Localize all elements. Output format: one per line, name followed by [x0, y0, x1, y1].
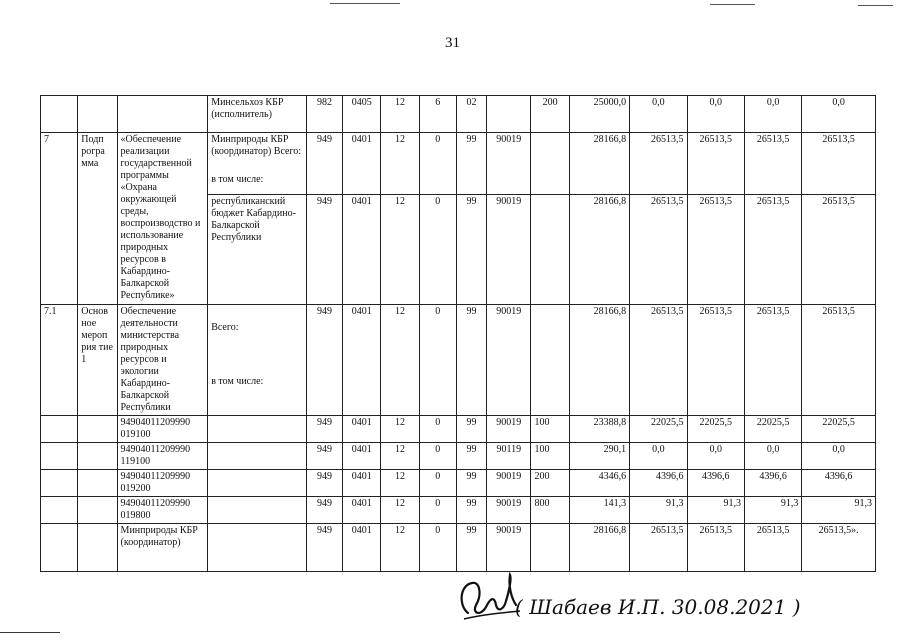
table-row: [41, 416, 876, 443]
cell-grbs: 949: [306, 133, 342, 195]
cell-value-1: 28166,8: [569, 524, 629, 572]
cell-value-3: 0,0: [687, 443, 744, 470]
executor-label: Всего:: [211, 322, 239, 333]
cell-num: 7: [41, 133, 78, 305]
cell-num: [41, 96, 78, 133]
cell-vr: 200: [531, 96, 569, 133]
cell-value-2: 22025,5: [630, 416, 687, 443]
cell-pgp: 0: [419, 133, 456, 195]
cell-rzpr: 0401: [343, 470, 381, 497]
cell-rzpr: 0401: [343, 416, 381, 443]
cell-gp: 12: [381, 524, 419, 572]
cell-gp: 12: [381, 443, 419, 470]
cell-value-3: 26513,5: [687, 133, 744, 195]
cell-gp: 12: [381, 96, 419, 133]
cell-kind: [78, 96, 117, 133]
cell-value-1: 23388,8: [569, 416, 629, 443]
cell-grbs: 949: [306, 416, 342, 443]
table-row: [41, 305, 876, 416]
cell-value-5: 26513,5: [802, 305, 876, 416]
cell-napr: 90019: [487, 133, 531, 195]
cell-vr: 100: [531, 416, 569, 443]
cell-value-1: 290,1: [569, 443, 629, 470]
cell-value-5: 26513,5: [802, 133, 876, 195]
cell-napr: 90019: [487, 305, 531, 416]
cell-value-1: 28166,8: [569, 195, 629, 305]
cell-grbs: 949: [306, 443, 342, 470]
cell-gp: 12: [381, 133, 419, 195]
cell-value-4: 26513,5: [744, 195, 801, 305]
cell-code: 94904011209990 019200: [117, 470, 208, 497]
cell-vr: [531, 305, 569, 416]
cell-value-3: 4396,6: [687, 470, 744, 497]
cell-pgp: 0: [419, 305, 456, 416]
table-row: [41, 96, 876, 133]
cell-value-2: 0,0: [630, 443, 687, 470]
cell-value-3: 22025,5: [687, 416, 744, 443]
cell-name: [117, 96, 208, 133]
cell-napr: 90019: [487, 470, 531, 497]
cell-om: 99: [456, 443, 486, 470]
cell-gp: 12: [381, 470, 419, 497]
scan-artifact-top-right: [710, 4, 755, 5]
cell-kind: Основ ное мероп рия тие 1: [78, 305, 117, 416]
scan-artifact-corner: [858, 5, 893, 6]
cell-rzpr: 0401: [343, 443, 381, 470]
cell-vr: [531, 133, 569, 195]
cell-value-4: 26513,5: [744, 524, 801, 572]
cell-om: 99: [456, 497, 486, 524]
cell-rzpr: 0401: [343, 305, 381, 416]
cell-napr: 90119: [487, 443, 531, 470]
cell-value-5: 0,0: [802, 443, 876, 470]
cell-executor: [208, 133, 307, 195]
cell-rzpr: 0401: [343, 133, 381, 195]
cell-pgp: 0: [419, 195, 456, 305]
cell-grbs: 949: [306, 195, 342, 305]
cell-om: 99: [456, 133, 486, 195]
signature-note: ( Шабаев И.П. 30.08.2021 ): [515, 595, 801, 619]
cell-code: 94904011209990 019800: [117, 497, 208, 524]
cell-kind: Подп рогра мма: [78, 133, 117, 305]
table-row: [41, 443, 876, 470]
cell-value-5: 4396,6: [802, 470, 876, 497]
cell-grbs: 949: [306, 305, 342, 416]
cell-executor: [208, 305, 307, 416]
cell-value-4: 4396,6: [744, 470, 801, 497]
cell-napr: 90019: [487, 195, 531, 305]
cell-rzpr: 0405: [343, 96, 381, 133]
cell-value-5: 91,3: [802, 497, 876, 524]
cell-gp: 12: [381, 195, 419, 305]
cell-grbs: 949: [306, 497, 342, 524]
cell-value-3: 0,0: [687, 96, 744, 133]
cell-code: 94904011209990 019100: [117, 416, 208, 443]
cell-napr: 90019: [487, 416, 531, 443]
cell-executor: Минсельхоз КБР (исполнитель): [208, 96, 307, 133]
cell-pgp: 0: [419, 497, 456, 524]
cell-om: 99: [456, 305, 486, 416]
table-row: [41, 133, 876, 195]
cell-napr: 90019: [487, 524, 531, 572]
cell-value-2: 26513,5: [630, 524, 687, 572]
cell-name: Обеспечение деятельности министерства природных ресурсов и экологии Кабардино-Балкарской Республики: [117, 305, 208, 416]
cell-pgp: 0: [419, 443, 456, 470]
cell-code: 94904011209990 119100: [117, 443, 208, 470]
cell-om: 99: [456, 195, 486, 305]
executor-sublabel: в том числе:: [211, 174, 264, 185]
cell-value-3: 26513,5: [687, 305, 744, 416]
cell-value-2: 91,3: [630, 497, 687, 524]
cell-value-1: 25000,0: [569, 96, 629, 133]
executor-label: Минприроды КБР (координатор) Всего:: [211, 134, 302, 157]
cell-value-2: 26513,5: [630, 305, 687, 416]
page-number: 31: [445, 35, 460, 51]
cell-value-3: 26513,5: [687, 524, 744, 572]
cell-gp: 12: [381, 416, 419, 443]
cell-value-3: 91,3: [687, 497, 744, 524]
cell-value-1: 4346,6: [569, 470, 629, 497]
cell-value-2: 26513,5: [630, 195, 687, 305]
cell-value-5: 26513,5».: [802, 524, 876, 572]
cell-vr: 100: [531, 443, 569, 470]
cell-value-4: 0,0: [744, 96, 801, 133]
cell-num: 7.1: [41, 305, 78, 416]
cell-om: 99: [456, 470, 486, 497]
cell-rzpr: 0401: [343, 524, 381, 572]
cell-napr: [487, 96, 531, 133]
cell-value-4: 22025,5: [744, 416, 801, 443]
cell-gp: 12: [381, 305, 419, 416]
table-row: [41, 470, 876, 497]
cell-name: Минприроды КБР (координатор): [117, 524, 208, 572]
cell-executor: республиканский бюджет Кабардино-Балкарской Республики: [208, 195, 307, 305]
cell-value-4: 0,0: [744, 443, 801, 470]
cell-value-5: 0,0: [802, 96, 876, 133]
cell-gp: 12: [381, 497, 419, 524]
cell-value-3: 26513,5: [687, 195, 744, 305]
divider: [0, 632, 60, 633]
cell-rzpr: 0401: [343, 497, 381, 524]
cell-rzpr: 0401: [343, 195, 381, 305]
cell-value-2: 0,0: [630, 96, 687, 133]
cell-vr: 200: [531, 470, 569, 497]
budget-table: [40, 95, 876, 572]
cell-om: 99: [456, 524, 486, 572]
cell-napr: 90019: [487, 497, 531, 524]
cell-value-2: 4396,6: [630, 470, 687, 497]
cell-om: 99: [456, 416, 486, 443]
cell-value-4: 26513,5: [744, 305, 801, 416]
cell-value-4: 91,3: [744, 497, 801, 524]
cell-value-1: 141,3: [569, 497, 629, 524]
cell-value-5: 22025,5: [802, 416, 876, 443]
cell-pgp: 0: [419, 470, 456, 497]
cell-value-4: 26513,5: [744, 133, 801, 195]
cell-name: «Обеспечение реализации государственной программы «Охрана окружающей среды, воспроизводство и использование природных ресурсов в Кабардино-Балкарской Республике»: [117, 133, 208, 305]
cell-pgp: 0: [419, 524, 456, 572]
cell-grbs: 949: [306, 470, 342, 497]
cell-value-1: 28166,8: [569, 133, 629, 195]
cell-value-2: 26513,5: [630, 133, 687, 195]
cell-value-5: 26513,5: [802, 195, 876, 305]
executor-sublabel: в том числе:: [211, 376, 264, 387]
cell-value-1: 28166,8: [569, 305, 629, 416]
cell-vr: 800: [531, 497, 569, 524]
cell-pgp: 6: [419, 96, 456, 133]
table-row: [41, 497, 876, 524]
cell-grbs: 982: [306, 96, 342, 133]
scan-artifact-top: [330, 3, 400, 4]
cell-vr: [531, 195, 569, 305]
cell-om: 02: [456, 96, 486, 133]
cell-pgp: 0: [419, 416, 456, 443]
cell-grbs: 949: [306, 524, 342, 572]
